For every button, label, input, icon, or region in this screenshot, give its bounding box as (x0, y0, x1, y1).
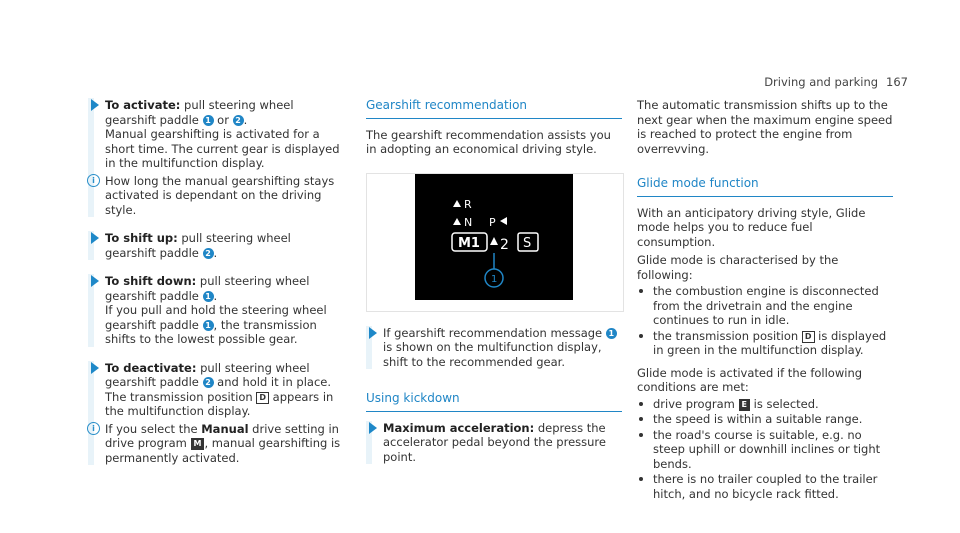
left-arrow-icon (500, 217, 507, 225)
display-graphic (415, 174, 573, 300)
list-item: drive program E is selected. (637, 397, 893, 412)
step-arrow-icon (91, 232, 99, 244)
page-number: 167 (886, 75, 908, 89)
step-text: Manual gearshifting is activated for a short time. The current gear is displayed in the multifunction display. (105, 127, 340, 170)
info-icon: i (87, 422, 100, 435)
gear-s: S (523, 235, 532, 251)
column-1 (88, 98, 343, 474)
glide-conditions-list (637, 397, 893, 502)
drive-position-d-icon: D (256, 392, 269, 404)
paragraph: With an anticipatory driving style, Glide mode helps you to reduce fuel consumption. (637, 205, 866, 249)
step-activate: To activate: pull steering wheel gearshift paddle 1 or 2 . Manual gearshifting is activated for a short time. The current gear is displayed in the multifunction display. i How long the manual gearshifting stays activated is dependant on the driving style. (88, 98, 343, 217)
glide-characteristics-list (637, 284, 893, 358)
paragraph: The gearshift recommendation assists you in adopting an economical driving style. (366, 127, 611, 156)
note-duration: i How long the manual gearshifting stays activated is dependant on the driving style. (87, 174, 343, 218)
step-shift-down: To shift down: pull steering wheel gearshift paddle 1 . If you pull and hold the steering wheel gearshift paddle 1 , the transmission shifts to the lowest possible gear. (88, 274, 343, 347)
callout-2-icon: 2 (203, 248, 214, 259)
drive-program-m-icon: M (191, 438, 205, 450)
gear-p: P (489, 215, 496, 229)
step-arrow-icon (91, 99, 99, 111)
callout-1-icon: 1 (203, 291, 214, 302)
up-arrow-icon (453, 218, 461, 225)
callout-1-icon: 1 (203, 320, 214, 331)
drive-position-d-icon: D (802, 331, 815, 343)
drive-program-e-icon: E (739, 399, 750, 411)
gear-r: R (464, 197, 472, 211)
paragraph: The automatic transmission shifts up to the next gear when the maximum engine speed is reached to protect the engine from overrevving. (637, 98, 893, 156)
gear-recommended: 2 (500, 236, 509, 253)
column-3 (637, 98, 893, 509)
section-heading-kickdown: Using kickdown (366, 391, 622, 412)
callout-2-icon: 2 (233, 115, 244, 126)
callout-number: 1 (491, 273, 498, 285)
section-title: Driving and parking (764, 75, 879, 89)
gear-m1: M1 (458, 235, 480, 251)
step-label: To activate: (105, 98, 181, 112)
step-kickdown: Maximum acceleration: depress the accelerator pedal beyond the pressure point. (366, 421, 622, 465)
list-item: the combustion engine is disconnected from the drivetrain and the engine continues to run in idle. (637, 284, 893, 328)
page-header (764, 75, 908, 89)
multifunction-display (415, 174, 573, 300)
step-arrow-icon (91, 362, 99, 374)
up-arrow-icon (453, 200, 461, 207)
info-icon: i (87, 174, 100, 187)
step-arrow-icon (91, 275, 99, 287)
list-item: the road's course is suitable, e.g. no steep uphill or downhill inclines or tight bends. (637, 428, 893, 472)
callout-1-icon: 1 (203, 115, 214, 126)
gear-n: N (464, 215, 473, 229)
callout-1-icon: 1 (606, 328, 617, 339)
up-arrow-icon (490, 237, 498, 245)
display-figure (366, 173, 624, 312)
callout-2-icon: 2 (203, 377, 214, 388)
step-shift-up: To shift up: pull steering wheel gearshift paddle 2 . (88, 231, 343, 260)
column-2 (366, 98, 622, 473)
paragraph: Glide mode is characterised by the following: (637, 253, 839, 282)
list-item: the speed is within a suitable range. (637, 412, 893, 427)
section-heading-glide: Glide mode function (637, 176, 893, 197)
list-item: the transmission position D is displayed in green in the multifunction display. (637, 329, 893, 358)
list-item: there is no trailer coupled to the trailer hitch, and no bicycle rack fitted. (637, 472, 893, 501)
step-arrow-icon (369, 422, 377, 434)
note-manual: i If you select the Manual drive setting in drive program M , manual gearshifting is permanently activated. (87, 422, 343, 466)
step-recommendation: If gearshift recommendation message 1 is shown on the multifunction display, shift to the recommended gear. (366, 326, 622, 370)
paragraph: Glide mode is activated if the following conditions are met: (637, 365, 863, 394)
step-arrow-icon (369, 327, 377, 339)
section-heading-gearshift: Gearshift recommendation (366, 98, 622, 119)
step-deactivate: To deactivate: pull steering wheel gearshift paddle 2 and hold it in place. The transmission position D appears in the multifunction display. i If you select the Manual drive setting in drive program M , manual gearshifting is permanently activated. (88, 361, 343, 466)
